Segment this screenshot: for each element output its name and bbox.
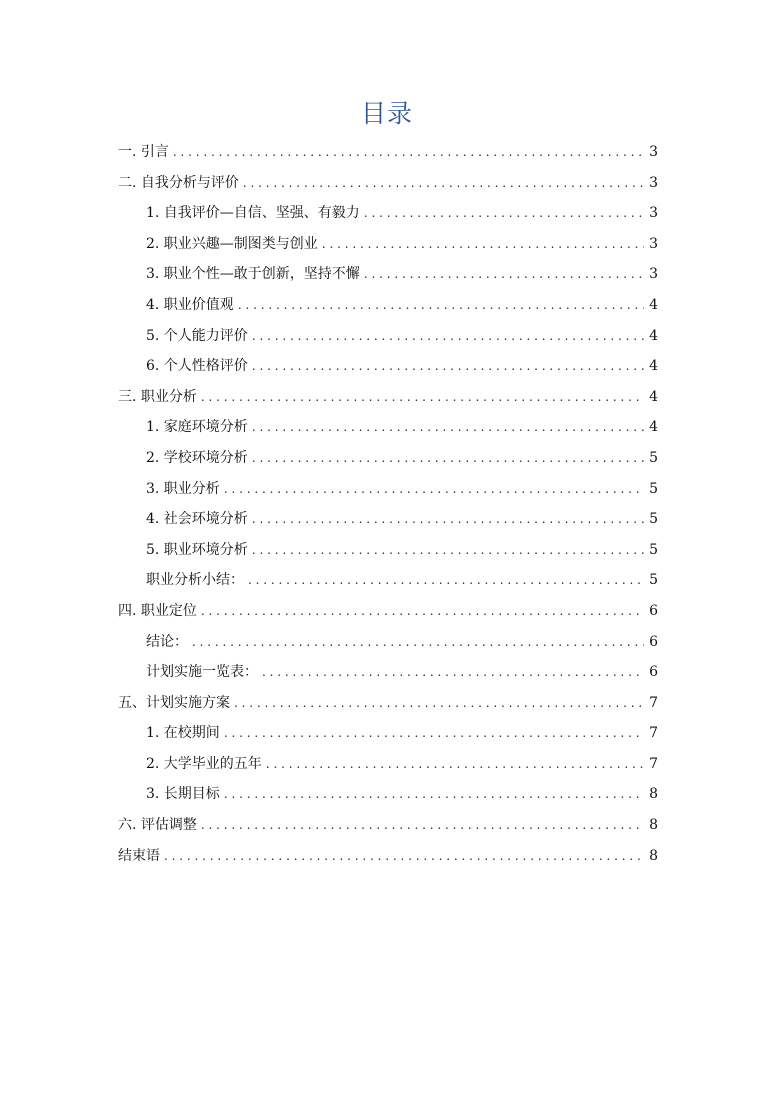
toc-entry[interactable] bbox=[118, 688, 658, 719]
toc-page-number: 8 bbox=[649, 847, 658, 864]
toc-entry[interactable] bbox=[118, 779, 658, 810]
toc-entry-label: 三. 职业分析 bbox=[118, 388, 197, 405]
toc-entry-label: 3. 职业个性—敢于创新，坚持不懈 bbox=[146, 266, 360, 283]
toc-leader-dots bbox=[266, 749, 644, 780]
toc-leader-dots bbox=[322, 229, 644, 260]
toc-page-number: 4 bbox=[649, 296, 658, 313]
toc-entry-label: 4. 社会环境分析 bbox=[146, 511, 248, 528]
toc-entry[interactable] bbox=[118, 627, 658, 658]
toc-leader-dots bbox=[252, 321, 644, 352]
toc-entry-label: 5. 个人能力评价 bbox=[146, 327, 248, 344]
toc-page-number: 6 bbox=[649, 664, 658, 681]
toc-page-number: 7 bbox=[649, 755, 658, 772]
toc-entry-label: 二. 自我分析与评价 bbox=[118, 174, 239, 191]
toc-leader-dots bbox=[192, 627, 644, 658]
toc-entry-label: 六. 评估调整 bbox=[118, 817, 197, 834]
toc-entry[interactable] bbox=[118, 351, 658, 382]
toc-entry[interactable] bbox=[118, 443, 658, 474]
toc-page-number: 7 bbox=[649, 725, 658, 742]
toc-leader-dots bbox=[201, 596, 644, 627]
toc-leader-dots bbox=[173, 137, 644, 168]
toc-entry-label: 2. 学校环境分析 bbox=[146, 449, 248, 466]
toc-entry[interactable] bbox=[118, 504, 658, 535]
toc-page-number: 3 bbox=[649, 174, 658, 191]
toc-entry-label: 五、计划实施方案 bbox=[118, 694, 230, 711]
toc-entry[interactable] bbox=[118, 229, 658, 260]
toc-entry[interactable] bbox=[118, 290, 658, 321]
toc-leader-dots bbox=[262, 657, 644, 688]
toc-page-number: 7 bbox=[649, 694, 658, 711]
toc-page-number: 5 bbox=[649, 572, 658, 589]
toc-leader-dots bbox=[224, 718, 644, 749]
toc-leader-dots bbox=[364, 259, 644, 290]
toc-entry-label: 6. 个人性格评价 bbox=[146, 358, 248, 375]
toc-entry-label: 5. 职业环境分析 bbox=[146, 541, 248, 558]
toc-entry-label: 结束语 bbox=[118, 847, 160, 864]
toc-leader-dots bbox=[252, 443, 644, 474]
toc-entry[interactable] bbox=[118, 718, 658, 749]
toc-leader-dots bbox=[252, 412, 644, 443]
toc-leader-dots bbox=[201, 382, 644, 413]
toc-page-number: 3 bbox=[649, 205, 658, 222]
toc-leader-dots bbox=[364, 198, 644, 229]
toc-leader-dots bbox=[234, 688, 644, 719]
toc-leader-dots bbox=[248, 565, 644, 596]
table-of-contents bbox=[118, 137, 658, 871]
toc-entry[interactable] bbox=[118, 259, 658, 290]
toc-entry-label: 1. 自我评价—自信、坚强、有毅力 bbox=[146, 205, 360, 222]
toc-page-number: 8 bbox=[649, 817, 658, 834]
toc-entry-label: 计划实施一览表： bbox=[146, 664, 258, 681]
toc-page-number: 4 bbox=[649, 327, 658, 344]
toc-entry-label: 4. 职业价值观 bbox=[146, 296, 234, 313]
toc-entry-label: 四. 职业定位 bbox=[118, 602, 197, 619]
toc-entry[interactable] bbox=[118, 382, 658, 413]
toc-entry-label: 结论： bbox=[146, 633, 188, 650]
toc-entry[interactable] bbox=[118, 535, 658, 566]
toc-page-number: 8 bbox=[649, 786, 658, 803]
toc-entry-label: 职业分析小结： bbox=[146, 572, 244, 589]
toc-leader-dots bbox=[252, 351, 644, 382]
toc-page-number: 3 bbox=[649, 144, 658, 160]
toc-leader-dots bbox=[224, 474, 644, 505]
toc-entry-label: 3. 长期目标 bbox=[146, 786, 220, 803]
toc-entry[interactable] bbox=[118, 596, 658, 627]
toc-entry[interactable] bbox=[118, 474, 658, 505]
toc-leader-dots bbox=[252, 504, 644, 535]
toc-entry[interactable] bbox=[118, 810, 658, 841]
toc-entry[interactable] bbox=[118, 198, 658, 229]
toc-page-number: 6 bbox=[649, 602, 658, 619]
toc-page-number: 4 bbox=[649, 388, 658, 405]
toc-leader-dots bbox=[201, 810, 644, 841]
toc-page-number: 5 bbox=[649, 541, 658, 558]
toc-entry-label: 一. 引言 bbox=[118, 144, 169, 160]
toc-entry-label: 1. 在校期间 bbox=[146, 725, 220, 742]
toc-page-number: 3 bbox=[649, 266, 658, 283]
toc-entry[interactable] bbox=[118, 657, 658, 688]
toc-page-number: 4 bbox=[649, 358, 658, 375]
toc-entry[interactable] bbox=[118, 412, 658, 443]
toc-page-number: 4 bbox=[649, 419, 658, 436]
toc-entry-label: 1. 家庭环境分析 bbox=[146, 419, 248, 436]
toc-title: 目录 bbox=[360, 99, 413, 128]
toc-leader-dots bbox=[243, 168, 644, 199]
toc-entry[interactable] bbox=[118, 565, 658, 596]
toc-leader-dots bbox=[238, 290, 644, 321]
toc-leader-dots bbox=[252, 535, 644, 566]
toc-entry[interactable] bbox=[118, 137, 658, 168]
toc-leader-dots bbox=[224, 779, 644, 810]
toc-entry[interactable] bbox=[118, 168, 658, 199]
toc-entry-label: 2. 大学毕业的五年 bbox=[146, 755, 262, 772]
toc-page-number: 6 bbox=[649, 633, 658, 650]
toc-page-number: 5 bbox=[649, 480, 658, 497]
toc-entry-label: 2. 职业兴趣—制图类与创业 bbox=[146, 235, 318, 252]
toc-entry[interactable] bbox=[118, 749, 658, 780]
toc-leader-dots bbox=[164, 841, 644, 872]
toc-page-number: 3 bbox=[649, 235, 658, 252]
toc-entry[interactable] bbox=[118, 841, 658, 872]
toc-entry[interactable] bbox=[118, 321, 658, 352]
toc-entry-label: 3. 职业分析 bbox=[146, 480, 220, 497]
toc-page-number: 5 bbox=[649, 449, 658, 466]
toc-page-number: 5 bbox=[649, 511, 658, 528]
